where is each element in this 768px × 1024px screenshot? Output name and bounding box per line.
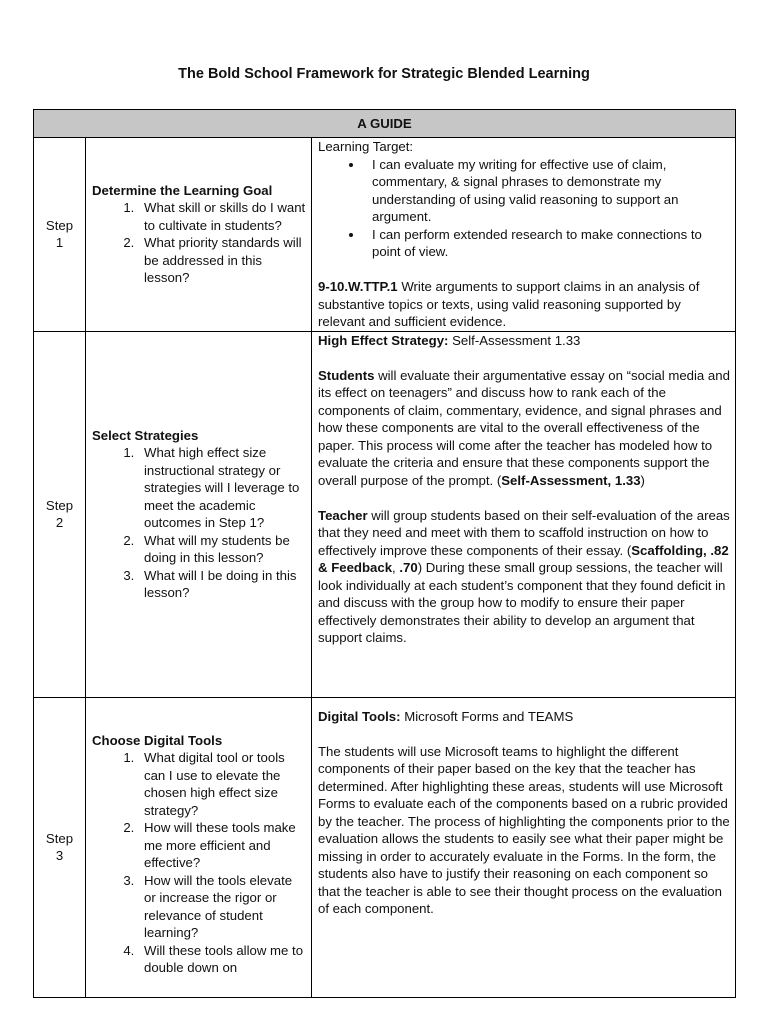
learning-target-list [318, 156, 731, 261]
step-label: Step 2 [34, 331, 86, 697]
step-heading: Select Strategies [92, 427, 199, 443]
list-item: 4. Will these tools allow me to double down on [138, 942, 307, 977]
question-list [92, 444, 307, 602]
step-question-cell [86, 697, 312, 997]
learning-target-label: Learning Target: [318, 139, 414, 154]
list-item: 3. How will the tools elevate or increase the rigor or relevance of student learning? [138, 872, 307, 942]
table-row-step-3 [34, 697, 736, 997]
step-question-cell [86, 138, 312, 332]
step-label: Step 1 [34, 138, 86, 332]
question-list [92, 749, 307, 977]
list-item: • I can perform extended research to make connections to point of view. [364, 226, 731, 261]
tools-paragraph: The students will use Microsoft teams to highlight the different components of their paper based on the key that the teacher has determined. After highlighting these areas, students will use Microsoft Forms to evaluate each of the components based on a rubric provided by the teacher. The process of highlighting the components prior to the evaluation allows the students to easily see what their paper might be missing in order to accurately evaluate in the Forms. In the form, the students also have to justify their reasoning on each component so that the teacher is able to see their thought process on the evaluation of each component. [318, 743, 730, 916]
list-item: 2. How will these tools make me more efficient and effective? [138, 819, 307, 872]
step-answer-cell [312, 697, 736, 997]
standard-paragraph: 9-10.W.TTP.1 Write arguments to support claims in an analysis of substantive topics or texts, using valid reasoning supported by relevant and sufficient evidence. [318, 279, 700, 329]
list-item: 3. What will I be doing in this lesson? [138, 567, 307, 602]
guide-table [33, 109, 736, 998]
step-answer-cell [312, 331, 736, 697]
table-header: A GUIDE [34, 110, 736, 138]
question-list [92, 199, 307, 287]
standard-code: 9-10.W.TTP.1 [318, 279, 398, 294]
step-heading: Choose Digital Tools [92, 732, 223, 748]
step-answer-cell [312, 138, 736, 332]
list-item: • I can evaluate my writing for effective use of claim, commentary, & signal phrases to demonstrate my understanding of using valid reasoning to support an argument. [364, 156, 731, 226]
list-item: 2. What will my students be doing in this lesson? [138, 532, 307, 567]
teacher-paragraph: Teacher will group students based on their self-evaluation of the areas that they need and meet with them to scaffold instruction on how to effectively improve these components of their essay. (Scaffolding, .82 & Feedback, .70) During these small group sessions, the teacher will look individually at each student’s component that they found deficit in and discuss with the group how to modify to ensure their paper effectively demonstrates their ability to develop an argument that support claims. [318, 507, 730, 645]
strategy-line: High Effect Strategy: Self-Assessment 1.33 [318, 332, 581, 348]
list-item: 1. What high effect size instructional strategy or strategies will I leverage to meet the academic outcomes in Step 1? [138, 444, 307, 532]
list-item: 1. What skill or skills do I want to cultivate in students? [138, 199, 307, 234]
step-heading: Determine the Learning Goal [92, 182, 273, 198]
students-paragraph: Students will evaluate their argumentative essay on “social media and its effect on teenagers” and discuss how to rank each of the components of claim, commentary, evidence, and signal phrases and how these components are vital to the overall effectiveness of the paper. This process will come after the teacher has modeled how to evaluate the criteria and ensure that these components support the overall purpose of the prompt. (Self-Assessment, 1.33) [318, 367, 730, 488]
list-item: 2. What priority standards will be addressed in this lesson? [138, 234, 307, 287]
document-title: The Bold School Framework for Strategic Blended Learning [178, 66, 590, 82]
digital-tools-line: Digital Tools: Microsoft Forms and TEAMS [318, 708, 574, 724]
list-item: 1. What digital tool or tools can I use to elevate the chosen high effect size strategy? [138, 749, 307, 819]
table-row-step-1 [34, 138, 736, 332]
step-question-cell [86, 331, 312, 697]
table-header-row [34, 110, 736, 138]
table-row-step-2 [34, 331, 736, 697]
step-label: Step 3 [34, 697, 86, 997]
